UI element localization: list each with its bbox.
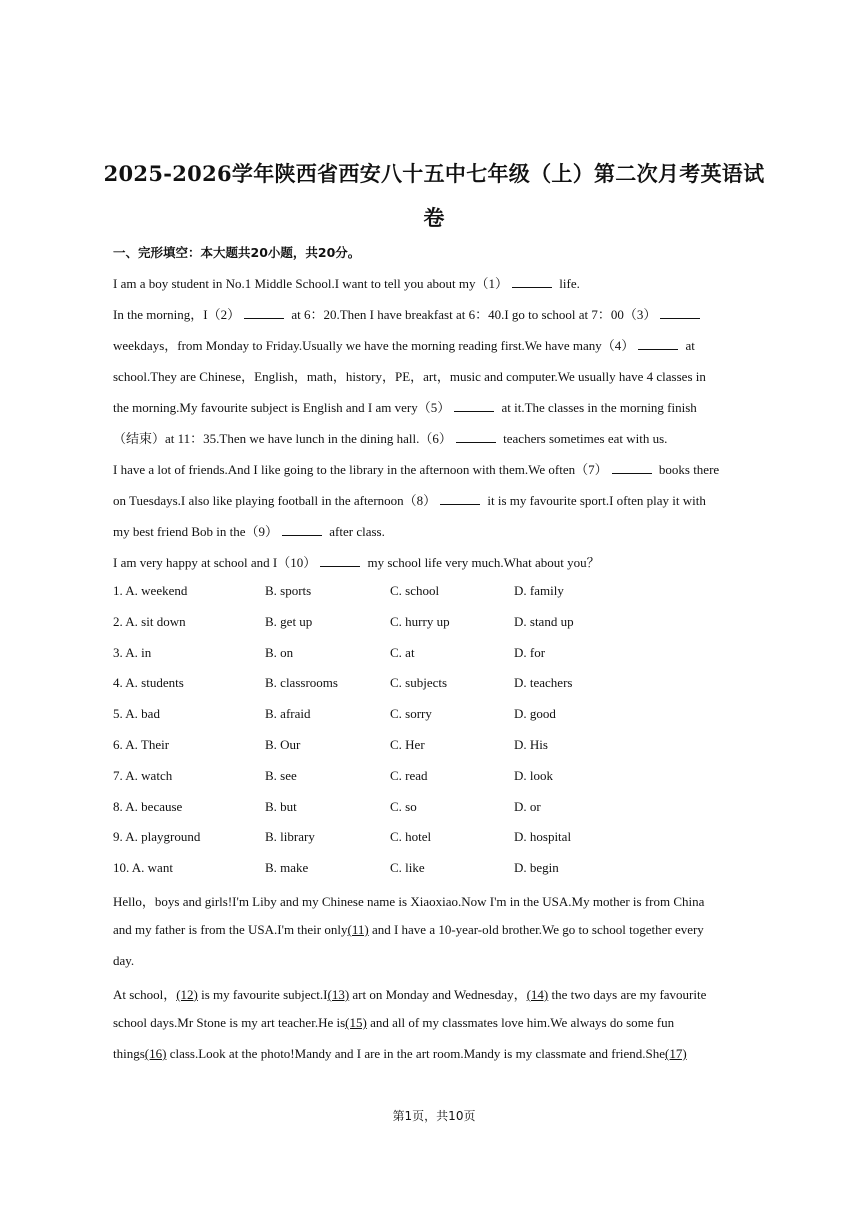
passage2-line-6: things(16) class.Look at the photo!Mandy and I are in the art room.Mandy is my classmate and friend.She(17) <box>113 1046 687 1061</box>
title-line-2: 卷 <box>423 205 445 230</box>
option-row <box>113 583 773 614</box>
passage1-line-6: （结束）at 11：35.Then we have lunch in the dining hall.（6） teachers sometimes eat with us. <box>113 431 668 446</box>
blank-5[interactable] <box>454 399 494 412</box>
passage2-line-5: school days.Mr Stone is my art teacher.He is(15) and all of my classmates love him.We always do some fun <box>113 1015 675 1030</box>
passage1-line-4: school.They are Chinese，English，math，history，PE，art，music and computer.We usually have 4 classes in <box>113 369 706 384</box>
section-heading: 一、完形填空：本大题共20小题，共20分。 <box>113 245 361 260</box>
option-b[interactable]: B. Our <box>265 736 301 752</box>
option-a[interactable]: 9. A. playground <box>113 829 201 845</box>
blank-2[interactable] <box>244 306 284 319</box>
blank-13[interactable]: (13) <box>327 987 350 1002</box>
option-b[interactable]: B. afraid <box>265 706 311 722</box>
option-b[interactable]: B. get up <box>265 613 313 629</box>
option-d[interactable]: D. good <box>514 706 556 722</box>
option-c[interactable]: C. hurry up <box>390 613 450 629</box>
option-a[interactable]: 2. A. sit down <box>113 613 186 629</box>
blank-3[interactable] <box>660 306 700 319</box>
option-row <box>113 675 773 706</box>
option-b[interactable]: B. but <box>265 798 297 814</box>
option-b[interactable]: B. make <box>265 860 309 876</box>
option-b[interactable]: B. on <box>265 644 294 660</box>
blank-12[interactable]: (12) <box>176 987 198 1002</box>
blank-10[interactable] <box>320 554 360 567</box>
option-d[interactable]: D. for <box>514 644 546 660</box>
passage2-line-3: day. <box>113 953 135 968</box>
passage2-line-1: Hello，boys and girls!I'm Liby and my Chinese name is Xiaoxiao.Now I'm in the USA.My mother is from China <box>113 894 705 909</box>
option-row <box>113 645 773 676</box>
passage1-line-1: I am a boy student in No.1 Middle School.I want to tell you about my（1） life. <box>113 276 580 291</box>
option-a[interactable]: 3. A. in <box>113 644 152 660</box>
option-d[interactable]: D. teachers <box>514 675 573 691</box>
option-a[interactable]: 5. A. bad <box>113 706 160 722</box>
page-title <box>80 152 788 240</box>
passage2-line-4: At school，(12) is my favourite subject.I(13) art on Monday and Wednesday，(14) the two days are my favourite <box>113 987 707 1002</box>
blank-4[interactable] <box>638 337 678 350</box>
option-d[interactable]: D. family <box>514 583 564 598</box>
option-a[interactable]: 1. A. weekend <box>113 583 188 598</box>
page-footer: 第1页，共10页 <box>392 1109 476 1123</box>
option-row <box>113 860 773 891</box>
option-b[interactable]: B. library <box>265 829 315 845</box>
option-a[interactable]: 10. A. want <box>113 860 173 876</box>
blank-1[interactable] <box>512 275 552 288</box>
blank-16[interactable]: (16) <box>144 1046 167 1061</box>
passage1-line-9: my best friend Bob in the（9） after class. <box>113 524 385 539</box>
option-a[interactable]: 6. A. Their <box>113 736 170 752</box>
option-c[interactable]: C. like <box>390 860 425 876</box>
option-c[interactable]: C. so <box>390 798 417 814</box>
blank-15[interactable]: (15) <box>345 1015 367 1030</box>
option-row <box>113 768 773 799</box>
option-c[interactable]: C. at <box>390 644 415 660</box>
blank-17[interactable]: (17) <box>665 1046 687 1061</box>
option-c[interactable]: C. sorry <box>390 706 432 722</box>
option-d[interactable]: D. look <box>514 767 553 783</box>
options-list <box>113 583 773 891</box>
passage1-line-2: In the morning，I（2） at 6：20.Then I have breakfast at 6：40.I go to school at 7：00（3） <box>113 304 704 323</box>
passage1-line-7: I have a lot of friends.And I like going to the library in the afternoon with them.We often（7） books there <box>113 462 720 477</box>
option-b[interactable]: B. classrooms <box>265 675 338 691</box>
passage1-line-3: weekdays，from Monday to Friday.Usually we have the morning reading first.We have many（4） at <box>113 338 695 353</box>
option-c[interactable]: C. school <box>390 583 440 598</box>
option-a[interactable]: 8. A. because <box>113 798 183 814</box>
option-row <box>113 614 773 645</box>
option-d[interactable]: D. or <box>514 798 541 814</box>
option-row <box>113 829 773 860</box>
passage2-line-2: and my father is from the USA.I'm their only(11) and I have a 10-year-old brother.We go to school together every <box>113 922 704 937</box>
option-d[interactable]: D. hospital <box>514 829 572 845</box>
option-b[interactable]: B. see <box>265 767 297 783</box>
blank-11[interactable]: (11) <box>347 922 369 937</box>
option-a[interactable]: 7. A. watch <box>113 767 173 783</box>
blank-14[interactable]: (14) <box>526 987 549 1002</box>
title-line-1: 2025-2026学年陕西省西安八十五中七年级（上）第二次月考英语试 <box>103 161 765 186</box>
option-b[interactable]: B. sports <box>265 583 312 598</box>
option-row <box>113 737 773 768</box>
option-d[interactable]: D. stand up <box>514 613 574 629</box>
blank-8[interactable] <box>440 492 480 505</box>
passage1-line-5: the morning.My favourite subject is English and I am very（5） at it.The classes in the morning finish <box>113 400 697 415</box>
option-d[interactable]: D. begin <box>514 860 559 876</box>
option-c[interactable]: C. read <box>390 767 428 783</box>
blank-9[interactable] <box>282 523 322 536</box>
option-row <box>113 799 773 830</box>
option-c[interactable]: C. subjects <box>390 675 448 691</box>
option-d[interactable]: D. His <box>514 736 548 752</box>
option-row <box>113 706 773 737</box>
option-a[interactable]: 4. A. students <box>113 675 184 691</box>
blank-6[interactable] <box>456 430 496 443</box>
option-c[interactable]: C. Her <box>390 736 425 752</box>
option-c[interactable]: C. hotel <box>390 829 432 845</box>
blank-7[interactable] <box>612 461 652 474</box>
passage1-line-10: I am very happy at school and I（10） my school life very much.What about you？ <box>113 555 600 570</box>
passage1-line-8: on Tuesdays.I also like playing football in the afternoon（8） it is my favourite sport.I often play it with <box>113 493 706 508</box>
